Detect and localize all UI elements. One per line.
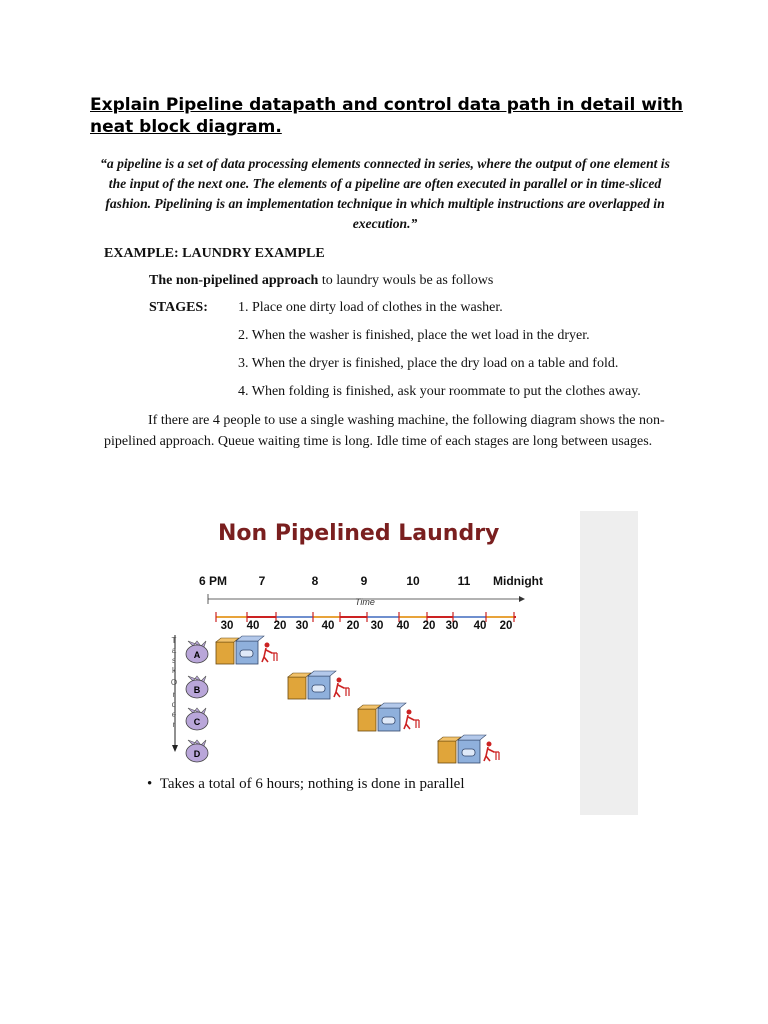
hour-label: 6 PM (198, 574, 228, 588)
axis-label-letter: r (172, 720, 176, 729)
caption-text: Takes a total of 6 hours; nothing is done in parallel (159, 776, 465, 792)
washer-icon (438, 737, 461, 741)
washer-icon (288, 673, 311, 677)
folding-person-icon (484, 747, 494, 761)
folding-table-icon (343, 688, 349, 696)
non-pipelined-laundry-figure (131, 511, 580, 815)
folding-person-icon (265, 643, 270, 648)
time-axis-arrow (519, 596, 525, 602)
stage-item: 3. When the dryer is finished, place the dry load on a table and fold. (238, 356, 619, 371)
figure-title: Non Pipelined Laundry (218, 521, 500, 546)
dryer-door (240, 650, 253, 657)
hour-label: 8 (311, 574, 319, 588)
dryer-icon (458, 735, 486, 740)
washer-icon (438, 741, 456, 763)
duration-label: 30 (370, 620, 384, 632)
folding-person-icon (407, 710, 412, 715)
duration-label: 20 (273, 620, 287, 632)
task-label: A (193, 650, 201, 660)
folding-person-icon (404, 715, 414, 729)
dryer-icon (378, 703, 406, 708)
axis-label-letter: r (172, 690, 176, 699)
duration-label: 40 (246, 620, 260, 632)
hour-label: 9 (360, 574, 368, 588)
folding-table-icon (271, 653, 277, 661)
timeline-diagram (131, 511, 580, 815)
duration-label: 20 (422, 620, 436, 632)
page-title: Explain Pipeline datapath and control data path in detail with neat block diagram. (90, 95, 683, 137)
dryer-door (462, 749, 475, 756)
folding-person-icon (262, 648, 272, 662)
stages-label: STAGES: (149, 300, 208, 315)
task-label: D (193, 749, 201, 759)
task-axis-arrow (172, 745, 178, 752)
axis-label-letter: e (171, 710, 177, 719)
intro-rest: to laundry wouls be as follows (318, 273, 494, 288)
washer-icon (216, 638, 239, 642)
task-label: C (193, 717, 201, 727)
washer-icon (358, 709, 376, 731)
body-paragraph: If there are 4 people to use a single washing machine, the following diagram shows the non-pipelined approach. Queue waiting time is long. Idle time of each stages are long between usages. (104, 413, 665, 449)
duration-label: 20 (346, 620, 360, 632)
dryer-icon (308, 671, 336, 676)
dryer-icon (236, 636, 264, 641)
hour-label: 7 (258, 574, 266, 588)
duration-label: 30 (220, 620, 234, 632)
dryer-door (312, 685, 325, 692)
folding-person-icon (487, 742, 492, 747)
axis-label-letter: T (171, 636, 177, 645)
axis-label-letter: k (172, 666, 176, 675)
axis-label-letter: O (170, 678, 178, 687)
hour-label: Midnight (493, 574, 543, 588)
hour-label: 11 (457, 574, 471, 588)
task-label: B (193, 685, 201, 695)
dryer-door (382, 717, 395, 724)
duration-label: 40 (473, 620, 487, 632)
folding-table-icon (413, 720, 419, 728)
time-axis-label: Time (355, 597, 375, 607)
folding-person-icon (334, 683, 344, 697)
stage-item: 4. When folding is finished, ask your roommate to put the clothes away. (238, 384, 641, 399)
washer-icon (288, 677, 306, 699)
intro-bold: The non-pipelined approach (149, 273, 319, 288)
washer-icon (216, 642, 234, 664)
duration-label: 40 (396, 620, 410, 632)
stage-item: 2. When the washer is finished, place the wet load in the dryer. (238, 328, 590, 343)
duration-label: 20 (499, 620, 513, 632)
axis-label-letter: d (171, 700, 177, 709)
figure-caption: • Takes a total of 6 hours; nothing is done in parallel (147, 776, 465, 792)
figure-side-panel (580, 511, 638, 815)
duration-label: 30 (445, 620, 459, 632)
hour-label: 10 (406, 574, 420, 588)
washer-icon (358, 705, 381, 709)
example-heading: EXAMPLE: LAUNDRY EXAMPLE (104, 246, 325, 261)
duration-label: 40 (321, 620, 335, 632)
definition-quote: “a pipeline is a set of data processing elements connected in series, where the output of one element is the input of the next one. The elements of a pipeline are often executed in parallel or in time-sliced fashion. Pipelining is an implementation technique in which multiple instructions are overlapped in execution.” (100, 156, 670, 231)
folding-table-icon (493, 752, 499, 760)
folding-person-icon (337, 678, 342, 683)
axis-label-letter: a (171, 646, 177, 655)
axis-label-letter: s (172, 656, 176, 665)
stage-item: 1. Place one dirty load of clothes in the washer. (238, 300, 503, 315)
intro-line (149, 271, 493, 291)
duration-label: 30 (295, 620, 309, 632)
